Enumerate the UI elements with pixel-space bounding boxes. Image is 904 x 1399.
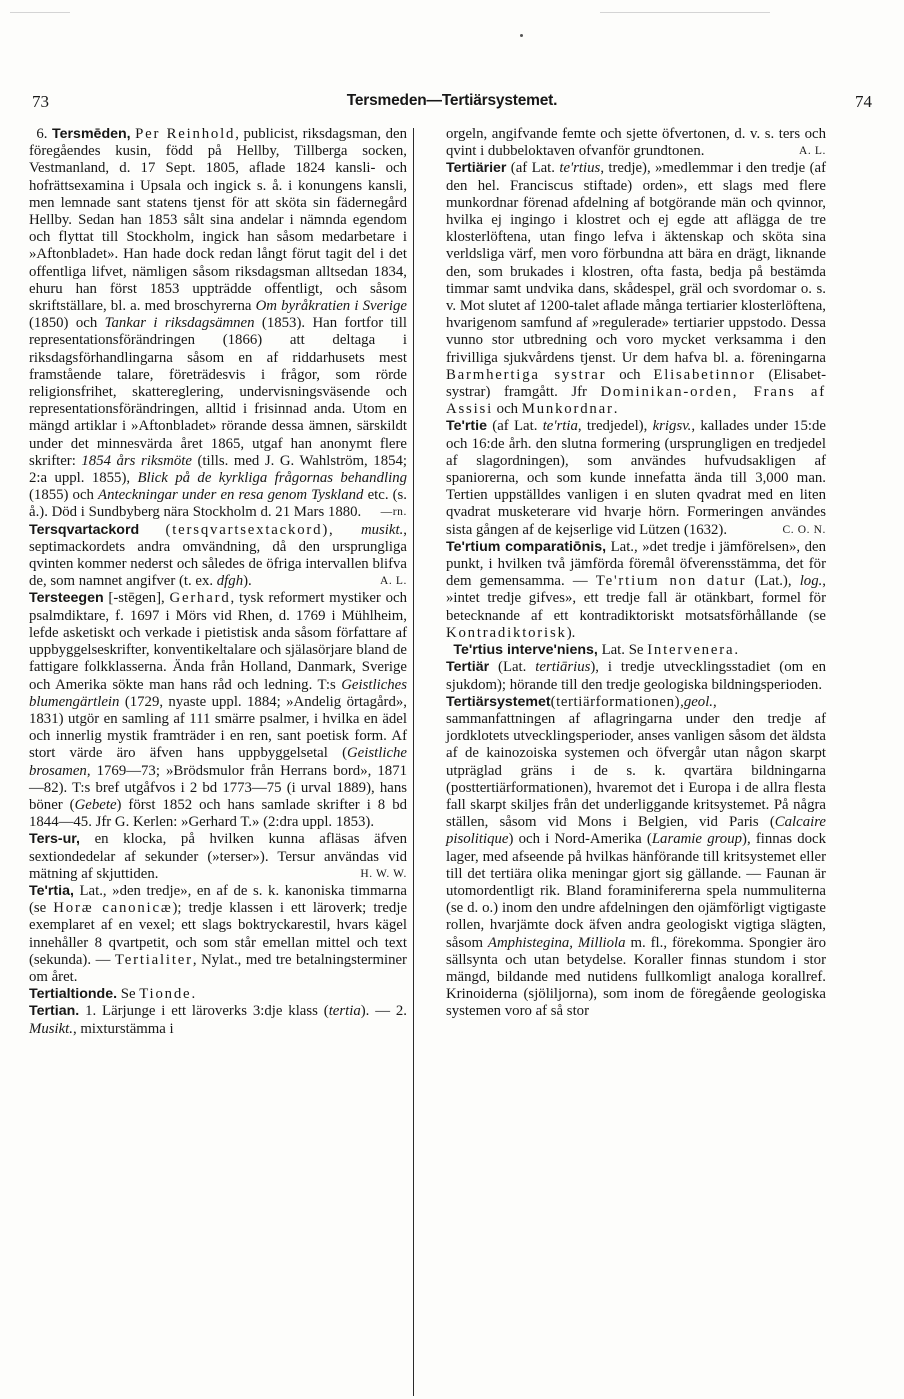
entry-headword: Tertiärier: [446, 160, 507, 177]
entry-tertium-comparationis: Te'rtium comparatiōnis, Lat., »det tredje i jämförelsen», den punkt, i hvilken två jämförda föremål öfverensstämma, det för dem gemensamma. — Te'rtium non datur (Lat.), log., »intet tredje gifves», ett tredje fall är otänkbart, formel för betecknande af ett kontradiktoriskt motsatsförhållande (se Kontradiktorisk).: [446, 538, 826, 641]
entry-headword: Ters-ur,: [29, 831, 80, 848]
entry-headword: Tersteegen: [29, 590, 104, 607]
entry-headword: Tertialtionde.: [29, 986, 118, 1003]
scan-artifact-line: [600, 12, 770, 13]
entry-headword: Te'rtia,: [29, 882, 74, 899]
column-divider: [413, 128, 414, 1396]
left-page-number: 73: [32, 92, 49, 111]
author-signature: A. L.: [380, 575, 407, 588]
right-page-number: 74: [855, 92, 872, 111]
entry-tertialtionde: Tertialtionde. Se Tionde.: [29, 986, 196, 1003]
running-title: Tersmeden—Tertiärsystemet.: [346, 92, 558, 109]
entry-headword: Te'rtius interve'niens,: [453, 642, 598, 659]
author-signature: H. W. W.: [360, 867, 407, 880]
entry-tertius-interveniens: Te'rtius interve'niens, Lat. Se Intervenera.: [453, 642, 739, 659]
scan-artifact-line: [10, 12, 70, 13]
entry-headword: Tertiärsystemet: [446, 693, 551, 710]
entry-ters-ur: Ters-ur, en klocka, på hvilken kunna afläsas äfven sextiondedelar af sekunder (»terser»). Tersur användas vid mätning af skjuttiden. H. W. W.: [29, 831, 407, 882]
author-signature: C. O. N.: [782, 523, 826, 536]
entry-tertian: Tertian. 1. Lärjunge i ett läroverks 3:dje klass (tertia). — 2. Musikt., mixturstämma i: [29, 1003, 407, 1037]
entry-tertie: Te'rtie (af Lat. te'rtia, tredjedel), krigsv., kallades under 15:de och 16:de årh. den slutna formering (ursprungligen en tredjedel af slagordningen), som användes hufvudsakligen af spaniorerna, och som kunde innefatta ända till 3,000 man. Tertien uppställdes vanligen i en sluten qvadrat med en liten qvadrat musketerare vid hvarje hörn. Formeringen användes sista gången af de kejserlige vid Lützen (1632). C. O. N.: [446, 418, 826, 538]
entry-tersteegen: Tersteegen [-stēgen], Gerhard, tysk reformert mystiker och psalmdiktare, f. 1697 i Mörs vid Rhen, d. 1769 i Mühlheim, lefde asketiskt och verkade i pietistisk anda såsom författare af uppbyggelseskrifter, konventikeltalare och själasörjare bland de fattigare folkklasserna. Ända från Holland, Danmark, Sverige och Amerika sökte man hans råd och ledning. T:s Geistliches blumengärtlein (1729, nyaste uppl. 1884; »Andelig örtagård», 1831) utgör en samling af 111 smärre psalmer, i hvilka en ädel och innerlig mystik framträder i en ren, sant poetisk form. Af stort värde äro äfven hans uppbyggelsetal (Geistliche brosamen, 1769—73; »Brödsmulor från Herrans bord», 1871—82). T:s bref utgåfvos i 2 bd 1773—75 (i urval 1889), hans böner (Gebete) först 1852 och hans samlade skrifter i 8 bd 1844—45. Jfr G. Kerlen: »Gerhard T.» (2:dra uppl. 1853).: [29, 590, 407, 831]
entry-tertiarsystemet: Tertiärsystemet(tertiärformationen),geol., sammanfattningen af aflagringarna under den tredje af jordklotets utvecklingsperioder, anses vanligen såsom det äldsta af de kainozoiska systemen och öfvergår utan någon skarpt utpräglad gräns i de s. k. qvartära bildningarna (posttertiärformationen), hvaremot det i Europa i de allra flesta fall skarpt skiljes från det underliggande kritsystemet. På några ställen, såsom vid Mons i Belgien, vid Paris (Calcaire pisolitique) och i Nord-Amerika (Laramie group), finnas dock lager, med afseende på hvilkas hänförande till kritsystemet eller till det tertiära olika meningar gjort sig gällande. — Faunan är utomordentligt rik. Bland foraminifererna spela nummuliterna (se d. o.) inom den undre afdelningen den ojämförligt vigtigaste rollen, hvarjämte dock äfven andra geologiskt vigtiga slägten, såsom Amphistegina, Milliola m. fl., förekomma. Spongier äro sällsynta och utan betydelse. Koraller finnas stundom i stor mängd, bildande med nutidens fullkomligt analoga korallref. Krinoiderna (sjöliljorna), som inom de föregående geologiska systemen voro af så stor: [446, 693, 827, 1020]
entry-tertian-continued: orgeln, angifvande femte och sjette öfvertonen, d. v. s. ters och qvint i dubbeloktaven ofvanför grundtonen. A. L.: [446, 126, 826, 160]
page-header: [32, 92, 872, 114]
scan-artifact-dot: [520, 34, 523, 37]
left-column: [29, 126, 407, 1038]
entry-headword: Te'rtie: [446, 418, 487, 435]
entry-tersmeden: 6. Tersmēden, Per Reinhold, publicist, riksdagsman, den föregåendes kusin, född på Hellby, Tillberga socken, Vestmanland, d. 17 Sept. 1805, aflade 1824 kansli- och hofrättsexamina i Upsala och ingick s. å. i konungens kansli, men lemnade sant statens tjenst för att sköta sin fädernegård Hellby. Sedan han 1853 sålt sina andelar i nämnda egendom och flyttat till Stockholm, ingick han såsom medarbetare i »Aftonbladet». Han hade dock redan långt förut tagit del i det offentliga lifvet, nämligen såsom riksdagsman alltsedan 1834, ehuru han först 1853 uppträdde offentligt, och såsom skriftställare, bl. a. med broschyrerna Om byråkratien i Sverige (1850) och Tankar i riksdagsämnen (1853). Han fortfor till representationsförändringen (1866) att deltaga i riksdagsförhandlingarna såsom en af riddarhusets mest framstående talare, företrädesvis i frågor, som rörde religionsfrihet, skattereglering, undervisningsväsende och representationsförändringen, alltid i frisinnad anda. Utom en mängd artiklar i »Aftonbladet» rörande dessa ämnen, särskildt under det minnesvärda året 1865, utgaf han anonymt flere skrifter: 1854 års riksmöte (tills. med J. G. Wahlström, 1854; 2:a uppl. 1855), Blick på de kyrkliga frågornas behandling (1855) och Anteckningar under en resa genom Tyskland etc. (s. å.). Död i Sundbyberg nära Stockholm d. 21 Mars 1880. —rn.: [29, 126, 408, 521]
right-column: [446, 126, 826, 1021]
entry-headword: Tersmēden,: [52, 126, 131, 142]
entry-tersqvartackord: Tersqvartackord (tersqvartsextackord), musikt., septimackordets andra omvändning, då den ursprungliga qvinten kommer nederst och således de öfriga intervallen blifva de, som namnet angifver (t. ex. dfgh). A. L.: [29, 521, 407, 590]
entry-headword: Tertiär: [446, 659, 490, 676]
entry-headword: Tertian.: [29, 1003, 80, 1020]
entry-tertiarier: Tertiärier (af Lat. te'rtius, tredje), »medlemmar i den tredje (af den hel. Franciscus stiftade) orden», ett slags med flere munkordnar förenad afdelning af botgörande män och qvinnor, hvilka ej ingingo i klostret och ej egde att aflägga de tre klosterlöftena, utan fingo lefva i äktenskap och sköta sina verldsliga värf, men voro förbundna att bära en drägt, liknande den, som brukades i klostren, ofta fasta, bedja på bestämda timmar samt undvika dans, skådespel, gräl och svordomar o. s. v. Mot slutet af 1200-talet aflade många tertiarier klosterlöftena, hvarigenom samfund af »regulerade» tertiarier uppstodo. Dessa vunno stor utbredning och voro mycket verksamma i den frivilliga sjukvårdens tjenst. Ur dem hafva bl. a. föreningarna Barmhertiga systrar och Elisabetinnor (Elisabet-systrar) framgått. Jfr Dominikan-orden, Frans af Assisi och Munkordnar.: [446, 160, 827, 418]
entry-headword: Tersqvartackord: [29, 521, 140, 538]
author-signature: A. L.: [799, 145, 826, 158]
entry-tertia: Te'rtia, Lat., »den tredje», en af de s. k. kanoniska timmarna (se Horæ canonicæ); tredje klassen i ett läroverk; tredje exemplaret af en vexel; ett slags boktryckarestil, hvars kägel innehåller 8 qvartpetit, och som står emellan mittel och text (sekunda). — Tertialiter, Nylat., med tre betalningsterminer om året.: [29, 882, 408, 985]
entry-headword: Te'rtium comparatiōnis,: [446, 538, 607, 555]
entry-tertiar: Tertiär (Lat. tertiārius), i tredje utvecklingsstadiet (om en sjukdom); hörande till den tredje geologiska bildningsperioden.: [446, 659, 826, 693]
author-signature: —rn.: [380, 506, 407, 519]
